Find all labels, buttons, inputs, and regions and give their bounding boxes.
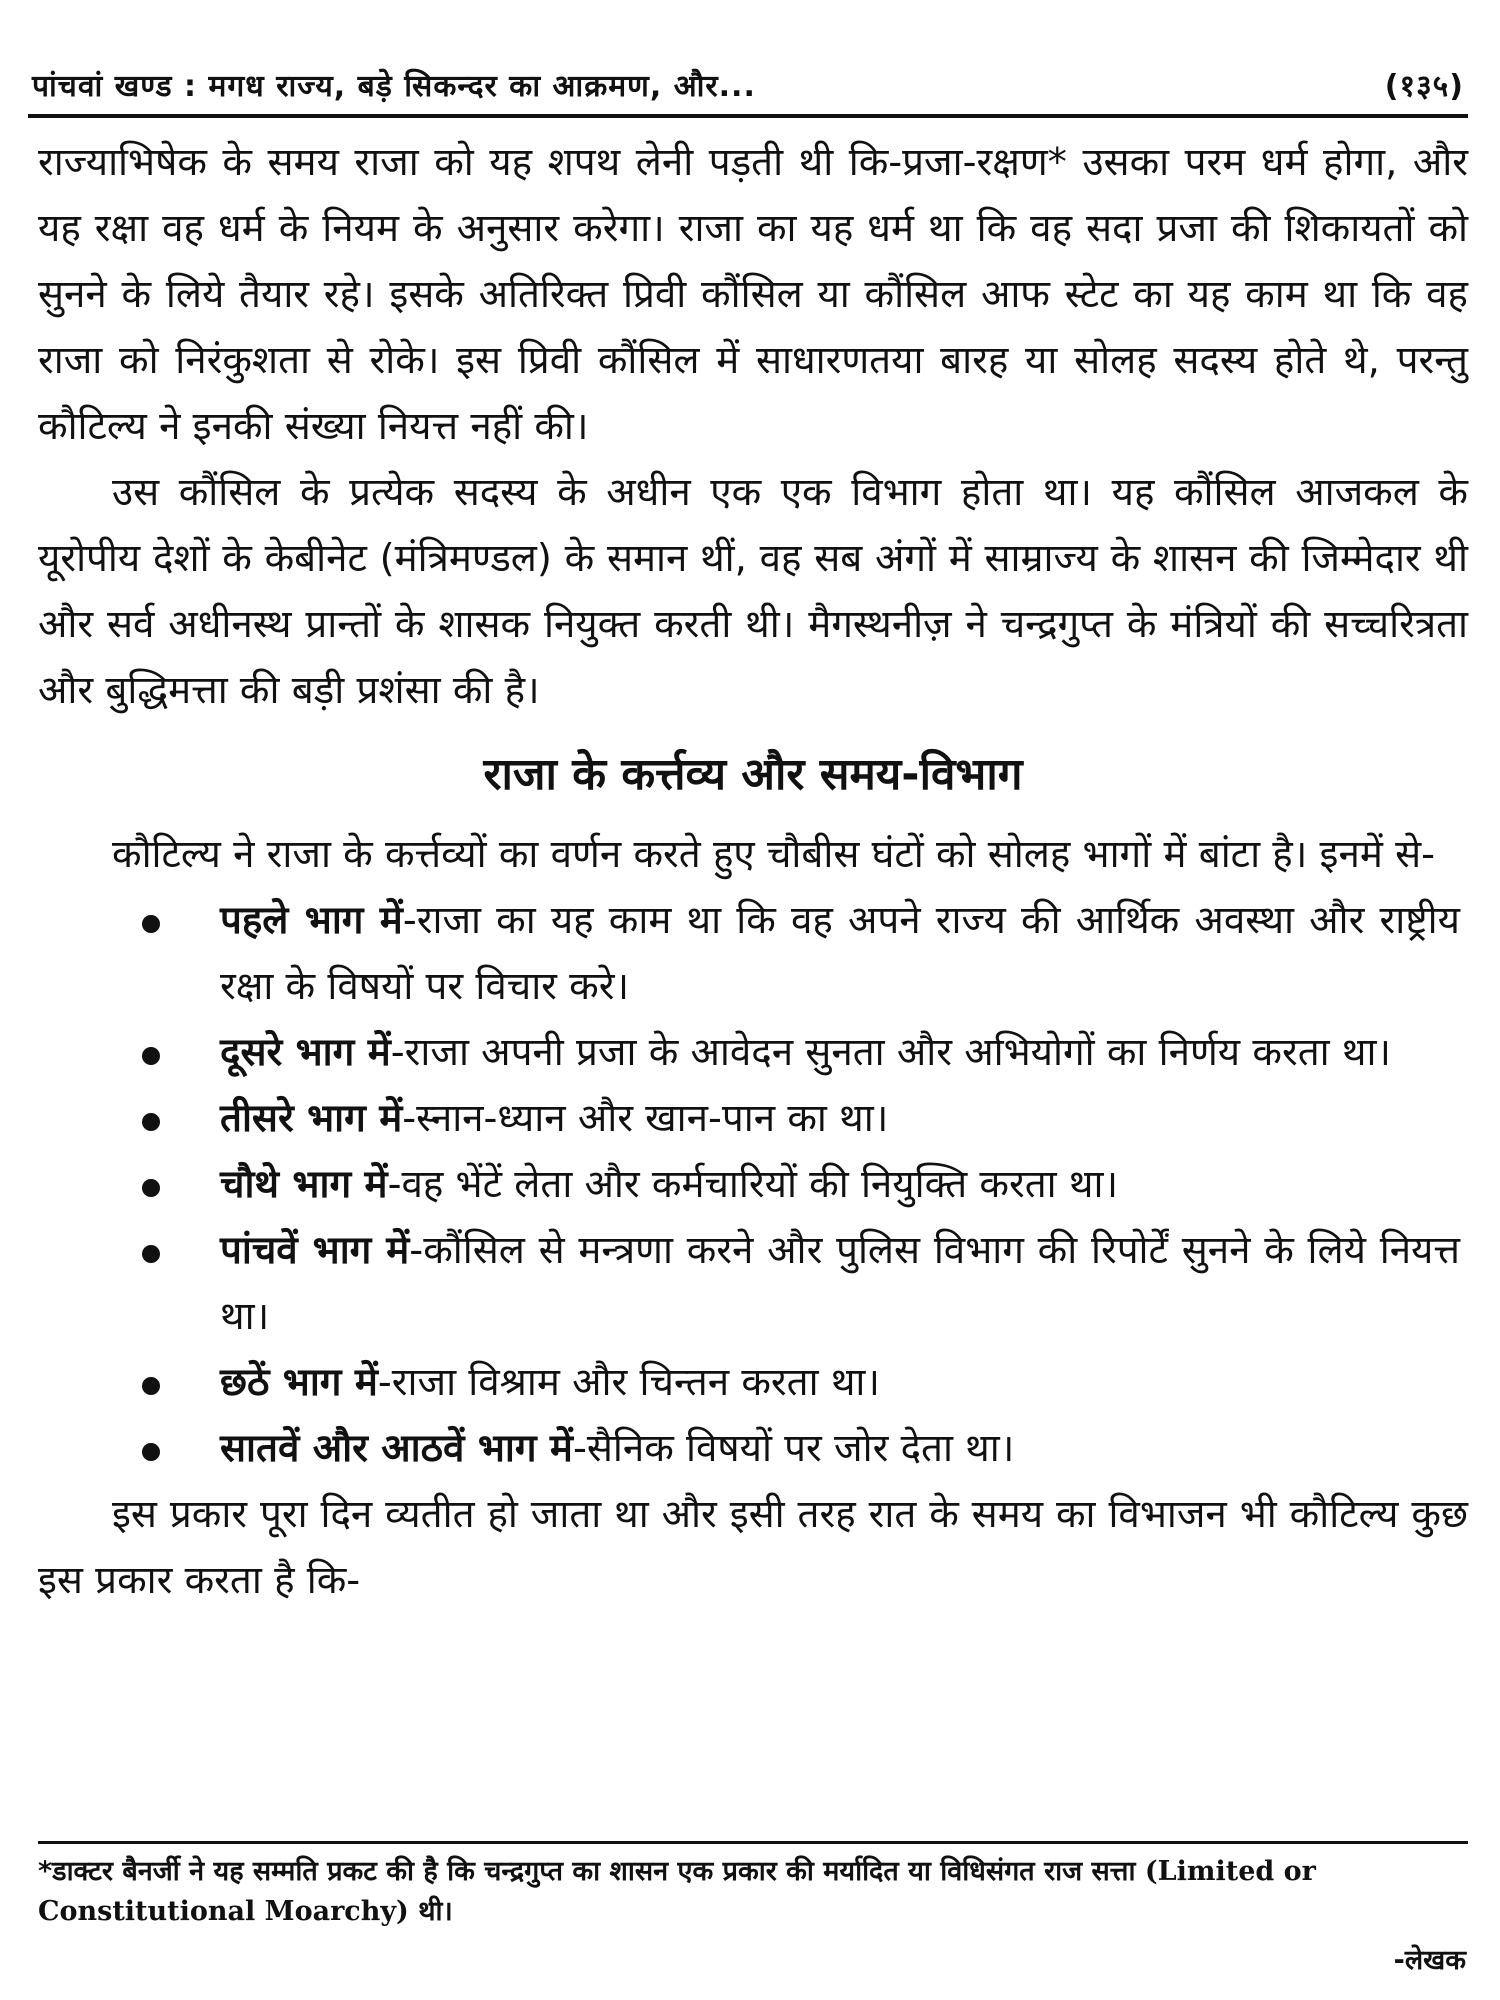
item-text: -सैनिक विषयों पर जोर देता था। [572,1426,1015,1471]
header-divider [28,114,1468,118]
section-intro: कौटिल्य ने राजा के कर्त्तव्यों का वर्णन करते हुए चौबीस घंटों को सोलह भागों में बांटा है। इनमें से- [112,832,1435,877]
bullet-icon [142,1179,160,1197]
item-text: -स्नान-ध्यान और खान-पान का था। [402,1096,889,1141]
item-text: -राजा का यह काम था कि वह अपने राज्य की आर्थिक अवस्था और राष्ट्रीय रक्षा के विषयों पर विचार करे। [220,898,1460,1009]
section-closing: इस प्रकार पूरा दिन व्यतीत हो जाता था और इसी तरह रात के समय का विभाजन भी कौटिल्य कुछ इस प्रकार करता है कि- [38,1492,1468,1603]
list-item [38,1152,1468,1218]
bullet-icon [142,1377,160,1395]
item-lead: तीसरे भाग में [220,1096,403,1141]
footnote [38,1852,1468,1932]
bullet-icon [142,915,160,933]
item-text: -वह भेंटें लेता और कर्मचारियों की नियुक्ति करता था। [387,1162,1119,1207]
running-header [32,58,1464,110]
section-heading: राजा के कर्त्तव्य और समय-विभाग [483,749,1023,800]
chapter-title: पांचवां खण्ड : मगध राज्य, बड़े सिकन्दर का आक्रमण, और... [32,68,756,104]
author-signature: -लेखक [1393,1945,1466,1976]
list-item [38,1218,1468,1350]
item-lead: छठें भाग में [220,1360,378,1405]
paragraph-coronation-oath: राज्याभिषेक के समय राजा को यह शपथ लेनी पड़ती थी कि-प्रजा-रक्षण* उसका परम धर्म होगा, और यह रक्षा वह धर्म के नियम के अनुसार करेगा। राजा का यह धर्म था कि वह सदा प्रजा की शिकायतों को सुनने के लिये तैयार रहे। इसके अतिरिक्त प्रिवी कौंसिल या कौंसिल आफ स्टेट का यह काम था कि वह राजा को निरंकुशता से रोके। इस प्रिवी कौंसिल में साधारणतया बारह या सोलह सदस्य होते थे, परन्तु कौटिल्य ने इनकी संख्या नियत्त नहीं की। [38,140,1468,449]
footnote-text: *डाक्टर बैनर्जी ने यह सम्मति प्रकट की है कि चन्द्रगुप्त का शासन एक प्रकार की मर्यादित या विधिसंगत राज सत्ता [38,1856,1136,1887]
list-item [38,1020,1468,1086]
bullet-icon [142,1443,160,1461]
list-item [38,1350,1468,1416]
item-text: -राजा विश्राम और चिन्तन करता था। [377,1360,880,1405]
footnote-end: थी। [418,1896,453,1927]
item-lead: पांचवें भाग में [220,1228,410,1273]
item-lead: सातवें और आठवें भाग में [220,1426,573,1471]
list-item [38,1086,1468,1152]
bullet-icon [142,1245,160,1263]
item-lead: पहले भाग में [220,898,403,943]
bullet-icon [142,1047,160,1065]
footnote-english-phrase: (Limited or Constitutional Moarchy) [38,1856,1316,1927]
page-number: (१३५) [1384,68,1464,104]
item-lead: चौथे भाग में [220,1162,388,1207]
bullet-icon [142,1113,160,1131]
paragraph-council-departments: उस कौंसिल के प्रत्येक सदस्य के अधीन एक एक विभाग होता था। यह कौंसिल आजकल के यूरोपीय देशों के केबीनेट (मंत्रिमण्डल) के समान थीं, वह सब अंगों में साम्राज्य के शासन की जिम्मेदार थी और सर्व अधीनस्थ प्रान्तों के शासक नियुक्त करती थी। मैगस्थनीज़ ने चन्द्रगुप्त के मंत्रियों की सच्चरित्रता और बुद्धिमत्ता की बड़ी प्रशंसा की है। [38,470,1468,713]
item-lead: दूसरे भाग में [220,1030,391,1075]
list-item [38,888,1468,1020]
time-division-list [38,888,1468,1482]
item-text: -राजा अपनी प्रजा के आवेदन सुनता और अभियोगों का निर्णय करता था। [390,1030,1392,1075]
book-page [28,18,1468,1978]
footnote-divider [38,1841,1468,1844]
item-text: -कौंसिल से मन्त्रणा करने और पुलिस विभाग की रिपोर्टें सुनने के लिये नियत्त था। [220,1228,1460,1339]
list-item [38,1416,1468,1482]
main-body [38,130,1468,1614]
